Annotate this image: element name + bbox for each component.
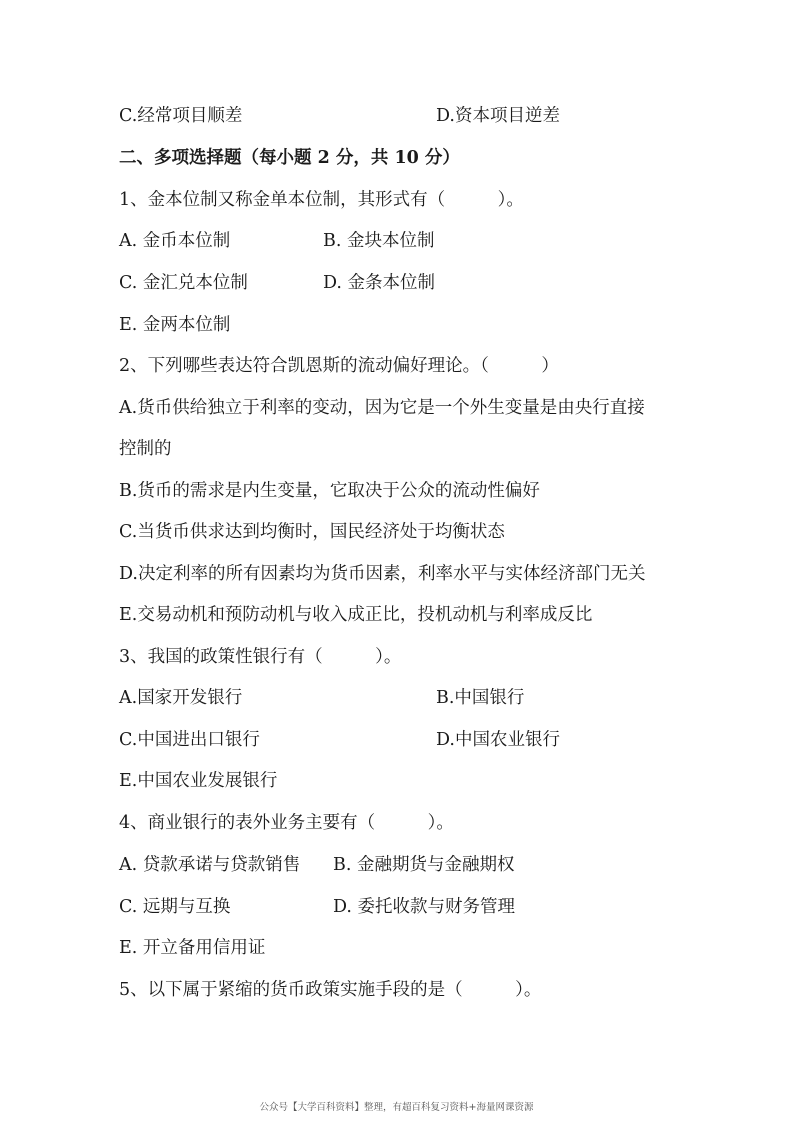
question-stem: 5、以下属于紧缩的货币政策实施手段的是（ ）。 — [119, 980, 542, 1000]
option-e: E.中国农业发展银行 — [119, 771, 278, 791]
option-c: C.当货币供求达到均衡时，国民经济处于均衡状态 — [119, 522, 505, 542]
option-d: D.决定利率的所有因素均为货币因素，利率水平与实体经济部门无关 — [119, 564, 646, 584]
option-c: C. 远期与互换 — [119, 897, 231, 917]
option-a: A. 金币本位制 — [119, 231, 231, 251]
option-b: B. 金块本位制 — [323, 231, 435, 251]
question-stem: 1、金本位制又称金单本位制，其形式有（ ）。 — [119, 190, 524, 210]
option-c: C.经常项目顺差 — [119, 106, 243, 126]
option-b: B. 金融期货与金融期权 — [333, 855, 515, 875]
option-a: A.货币供给独立于利率的变动，因为它是一个外生变量是由央行直接 — [119, 398, 645, 418]
option-b: B.货币的需求是内生变量，它取决于公众的流动性偏好 — [119, 481, 540, 501]
option-e: E. 开立备用信用证 — [119, 938, 266, 958]
option-a: A. 贷款承诺与贷款销售 — [119, 855, 301, 875]
page-footer: 公众号【大学百科资料】整理，有超百科复习资料+海量网课资源 — [259, 1102, 534, 1113]
question-stem: 3、我国的政策性银行有（ ）。 — [119, 647, 402, 667]
section-heading: 二、多项选择题（每小题 2 分，共 10 分） — [119, 148, 460, 168]
option-e: E.交易动机和预防动机与收入成正比，投机动机与利率成反比 — [119, 605, 593, 625]
option-e: E. 金两本位制 — [119, 315, 231, 335]
option-a-continued: 控制的 — [119, 439, 172, 459]
question-stem: 2、下列哪些表达符合凯恩斯的流动偏好理论。（ ） — [119, 356, 559, 376]
option-c: C.中国进出口银行 — [119, 730, 260, 750]
question-stem: 4、商业银行的表外业务主要有（ ）。 — [119, 813, 454, 833]
option-d: D.资本项目逆差 — [436, 106, 560, 126]
option-d: D.中国农业银行 — [436, 730, 560, 750]
option-a: A.国家开发银行 — [119, 688, 243, 708]
option-row — [119, 104, 242, 128]
option-b: B.中国银行 — [436, 688, 525, 708]
option-c: C. 金汇兑本位制 — [119, 273, 248, 293]
option-d: D. 委托收款与财务管理 — [333, 897, 516, 917]
option-d: D. 金条本位制 — [323, 273, 436, 293]
